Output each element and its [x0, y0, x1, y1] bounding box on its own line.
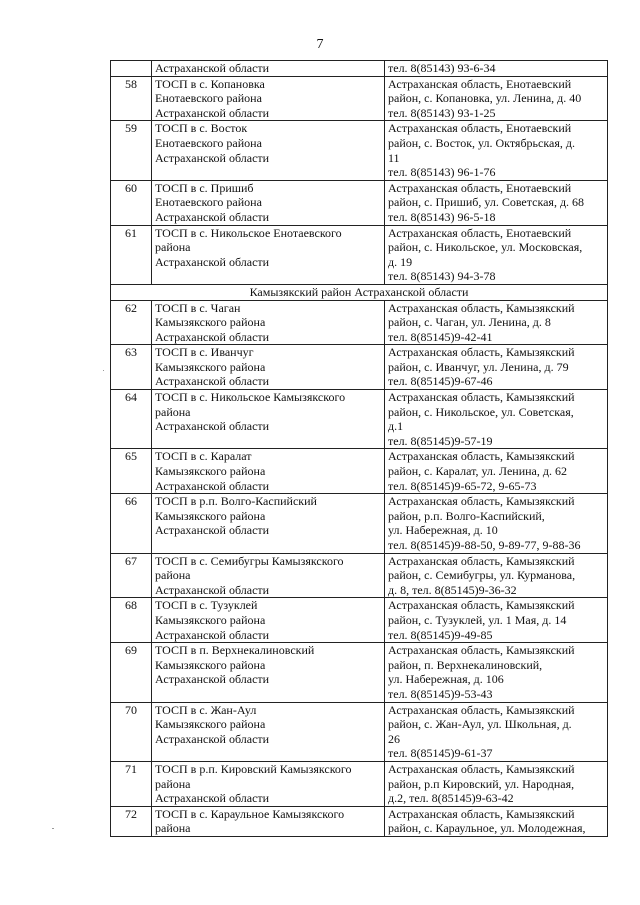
office-name-cell: [152, 449, 385, 494]
offices-table-body: [111, 61, 608, 837]
row-number: 63: [111, 345, 152, 390]
office-name-line: ТОСП в р.п. Кировский Камызякского: [155, 761, 352, 776]
office-address-line: Астраханская область, Камызякский: [388, 345, 575, 360]
office-address-line: Астраханская область, Енотаевский: [388, 121, 572, 136]
row-number: 61: [111, 225, 152, 284]
office-name-line: Астраханской области: [155, 731, 270, 746]
table-row: [111, 449, 608, 494]
office-address-line: д.2, тел. 8(85145)9-63-42: [388, 791, 514, 806]
office-name-line: ТОСП в с. Иванчуг: [155, 345, 254, 360]
office-address-line: тел. 8(85145)9-57-19: [388, 433, 493, 448]
office-address-line: район, п. Верхнекалиновский,: [388, 657, 543, 672]
row-number: 67: [111, 553, 152, 598]
office-name-cell: [152, 494, 385, 553]
office-name-cell: [152, 76, 385, 121]
table-row: [111, 761, 608, 806]
office-address-cell: [385, 449, 608, 494]
office-address-cell: [385, 553, 608, 598]
office-name-cell: [152, 761, 385, 806]
office-name-line: ТОСП в п. Верхнекалиновский: [155, 643, 315, 658]
office-address-line: район, с. Караульное, ул. Молодежная,: [388, 821, 586, 836]
office-name-cell: [152, 702, 385, 761]
office-name-line: ТОСП в р.п. Волго-Каспийский: [155, 494, 317, 509]
office-name-line: Астраханской области: [155, 209, 270, 224]
office-name-line: Камызякского района: [155, 315, 266, 330]
office-name-line: Енотаевского района: [155, 195, 262, 210]
scan-speck: [52, 828, 54, 829]
office-address-line: тел. 8(85143) 96-5-18: [388, 209, 496, 224]
office-address-cell: [385, 180, 608, 225]
row-number: 71: [111, 761, 152, 806]
office-name-line: ТОСП в с. Тузуклей: [155, 598, 258, 613]
office-address-line: тел. 8(85145)9-67-46: [388, 374, 493, 389]
office-name-line: района: [155, 568, 191, 583]
office-name-line: Астраханской области: [155, 582, 270, 597]
office-address-cell: [385, 390, 608, 449]
office-address-line: тел. 8(85145)9-49-85: [388, 627, 493, 642]
row-number: 70: [111, 702, 152, 761]
office-name-cell: [152, 300, 385, 345]
row-number: 72: [111, 806, 152, 836]
table-row: [111, 643, 608, 702]
office-address-line: район, с. Чаган, ул. Ленина, д. 8: [388, 315, 551, 330]
office-name-cell: [152, 225, 385, 284]
table-row: [111, 121, 608, 180]
office-address-cell: [385, 702, 608, 761]
office-name-line: Астраханской области: [155, 105, 270, 120]
office-name-line: Камызякского района: [155, 464, 266, 479]
office-name-line: ТОСП в с. Караульное Камызякского: [155, 806, 345, 821]
table-row: [111, 390, 608, 449]
table-row: [111, 76, 608, 121]
office-address-line: район, с. Никольское, ул. Советская,: [388, 404, 574, 419]
table-row: [111, 494, 608, 553]
table-row: [111, 598, 608, 643]
office-address-line: ул. Набережная, д. 106: [388, 672, 504, 687]
office-name-cell: [152, 121, 385, 180]
office-address-line: Астраханская область, Камызякский: [388, 643, 575, 658]
section-heading: Камызякский район Астраханской области: [111, 284, 608, 300]
office-address-line: тел. 8(85145)9-42-41: [388, 329, 493, 344]
table-row: [111, 180, 608, 225]
office-name-cell: [152, 61, 385, 77]
office-address-line: район, р.п. Волго-Каспийский,: [388, 508, 545, 523]
office-address-line: район, с. Каралат, ул. Ленина, д. 62: [388, 464, 567, 479]
office-name-line: Енотаевского района: [155, 135, 262, 150]
office-name-line: Камызякского района: [155, 717, 266, 732]
office-name-line: Астраханской области: [155, 672, 270, 687]
office-name-line: Астраханской области: [155, 627, 270, 642]
office-address-line: тел. 8(85143) 93-6-34: [388, 61, 496, 75]
office-name-line: ТОСП в с. Пришиб: [155, 180, 254, 195]
office-address-line: Астраханская область, Камызякский: [388, 494, 575, 509]
row-number: 62: [111, 300, 152, 345]
office-address-line: тел. 8(85143) 94-3-78: [388, 269, 496, 284]
office-address-line: тел. 8(85145)9-88-50, 9-89-77, 9-88-36: [388, 538, 581, 552]
office-name-cell: [152, 553, 385, 598]
office-name-line: ТОСП в с. Восток: [155, 121, 248, 136]
office-address-line: район, с. Восток, ул. Октябрьская, д.: [388, 135, 575, 150]
office-address-cell: [385, 300, 608, 345]
office-name-line: ТОСП в с. Чаган: [155, 300, 241, 315]
office-address-cell: [385, 761, 608, 806]
office-address-line: Астраханская область, Камызякский: [388, 598, 575, 613]
office-address-line: тел. 8(85143) 93-1-25: [388, 105, 496, 120]
page-number: 7: [316, 37, 324, 52]
office-address-line: д.1: [388, 419, 404, 434]
row-number: 59: [111, 121, 152, 180]
office-address-line: Астраханская область, Камызякский: [388, 390, 575, 405]
office-address-line: Астраханская область, Камызякский: [388, 761, 575, 776]
table-row: [111, 806, 608, 836]
row-number: 66: [111, 494, 152, 553]
office-address-cell: [385, 225, 608, 284]
office-name-line: ТОСП в с. Каралат: [155, 449, 252, 464]
office-name-line: ТОСП в с. Копановка: [155, 76, 265, 91]
row-number: 58: [111, 76, 152, 121]
office-name-line: Астраханской области: [155, 791, 270, 806]
office-name-line: ТОСП в с. Никольское Камызякского: [155, 390, 346, 405]
office-address-line: тел. 8(85145)9-65-72, 9-65-73: [388, 478, 537, 493]
office-address-line: Астраханская область, Камызякский: [388, 449, 575, 464]
row-number: 68: [111, 598, 152, 643]
office-name-line: Астраханской области: [155, 61, 270, 75]
office-name-line: Астраханской области: [155, 523, 270, 538]
row-number: [111, 61, 152, 77]
office-name-cell: [152, 806, 385, 836]
office-name-line: района: [155, 404, 191, 419]
office-name-line: района: [155, 240, 191, 255]
office-address-line: ул. Набережная, д. 10: [388, 523, 498, 538]
office-name-line: Астраханской области: [155, 419, 270, 434]
office-name-cell: [152, 345, 385, 390]
office-address-line: Астраханская область, Камызякский: [388, 702, 575, 717]
row-number: 65: [111, 449, 152, 494]
office-address-line: район, с. Жан-Аул, ул. Школьная, д.: [388, 717, 572, 732]
office-name-line: Астраханской области: [155, 329, 270, 344]
office-name-cell: [152, 643, 385, 702]
office-address-line: тел. 8(85145)9-53-43: [388, 686, 493, 701]
office-address-cell: [385, 598, 608, 643]
section-row: [111, 284, 608, 300]
office-address-cell: [385, 806, 608, 836]
office-name-line: Астраханской области: [155, 254, 270, 269]
office-name-line: ТОСП в с. Жан-Аул: [155, 702, 257, 717]
office-address-line: район, р.п Кировский, ул. Народная,: [388, 776, 575, 791]
office-address-line: Астраханская область, Енотаевский: [388, 225, 572, 240]
offices-table: [110, 60, 608, 837]
office-address-line: 11: [388, 150, 400, 165]
office-address-line: тел. 8(85145)9-61-37: [388, 746, 493, 761]
office-address-line: Астраханская область, Енотаевский: [388, 180, 572, 195]
office-address-cell: [385, 345, 608, 390]
office-name-line: Камызякского района: [155, 508, 266, 523]
office-name-line: Астраханской области: [155, 374, 270, 389]
office-address-line: район, с. Никольское, ул. Московская,: [388, 240, 583, 255]
office-address-line: д. 19: [388, 254, 413, 269]
office-name-line: Камызякского района: [155, 359, 266, 374]
table-row: [111, 702, 608, 761]
scan-speck: [103, 370, 104, 371]
office-name-cell: [152, 390, 385, 449]
office-name-line: Енотаевского района: [155, 91, 262, 106]
office-name-line: ТОСП в с. Семибугры Камызякского: [155, 553, 344, 568]
office-name-line: ТОСП в с. Никольское Енотаевского: [155, 225, 342, 240]
table-row: [111, 300, 608, 345]
office-name-cell: [152, 180, 385, 225]
office-address-cell: [385, 61, 608, 77]
table-row: [111, 225, 608, 284]
office-address-line: район, с. Копановка, ул. Ленина, д. 40: [388, 91, 582, 106]
office-address-line: Астраханская область, Камызякский: [388, 806, 575, 821]
office-address-line: Астраханская область, Камызякский: [388, 300, 575, 315]
table-row: [111, 345, 608, 390]
row-number: 64: [111, 390, 152, 449]
office-name-line: Камызякского района: [155, 657, 266, 672]
office-name-line: района: [155, 776, 191, 791]
office-address-line: район, с. Тузуклей, ул. 1 Мая, д. 14: [388, 612, 567, 627]
office-address-cell: [385, 494, 608, 553]
office-address-line: д. 8, тел. 8(85145)9-36-32: [388, 582, 517, 597]
row-number: 69: [111, 643, 152, 702]
office-address-line: район, с. Пришиб, ул. Советская, д. 68: [388, 195, 585, 210]
office-address-line: Астраханская область, Камызякский: [388, 553, 575, 568]
office-address-cell: [385, 76, 608, 121]
office-name-line: Астраханской области: [155, 478, 270, 493]
office-address-cell: [385, 643, 608, 702]
office-address-line: 26: [388, 731, 400, 746]
office-address-line: Астраханская область, Енотаевский: [388, 76, 572, 91]
office-address-line: тел. 8(85143) 96-1-76: [388, 165, 496, 180]
office-name-line: Астраханской области: [155, 150, 270, 165]
office-name-line: Камызякского района: [155, 612, 266, 627]
office-name-cell: [152, 598, 385, 643]
table-row: [111, 61, 608, 77]
office-address-line: район, с. Семибугры, ул. Курманова,: [388, 568, 576, 583]
table-row: [111, 553, 608, 598]
office-address-line: район, с. Иванчуг, ул. Ленина, д. 79: [388, 359, 569, 374]
office-address-cell: [385, 121, 608, 180]
row-number: 60: [111, 180, 152, 225]
office-name-line: района: [155, 821, 191, 836]
